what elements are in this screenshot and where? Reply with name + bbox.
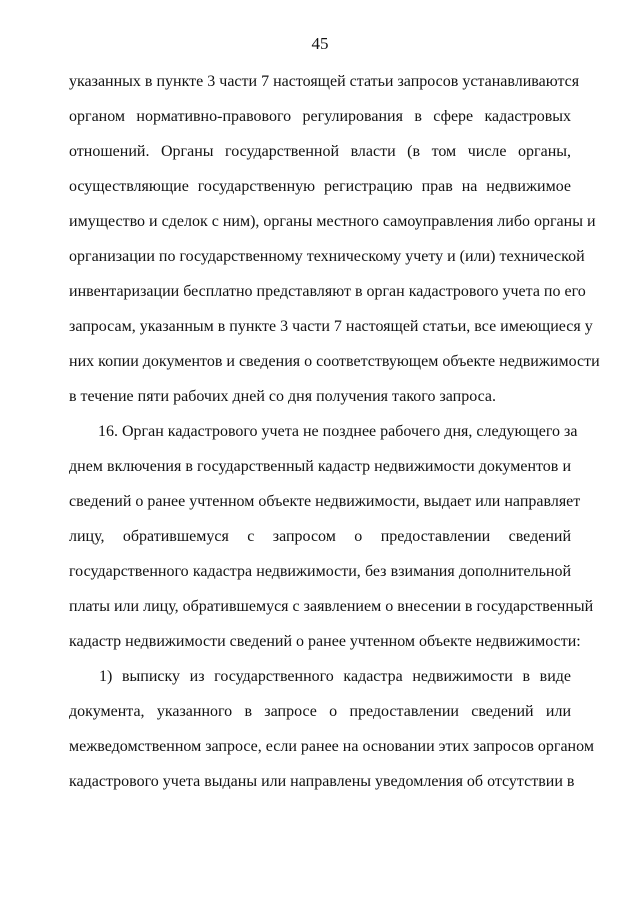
text-line: лицу, обратившемуся с запросом о предоставлении сведений [69, 528, 571, 545]
text-line: запросам, указанным в пункте 3 части 7 настоящей статьи, все имеющиеся у [69, 318, 593, 335]
text-line: сведений о ранее учтенном объекте недвижимости, выдает или направляет [69, 493, 581, 510]
text-line: межведомственном запросе, если ранее на основании этих запросов органом [69, 738, 594, 755]
text-line: них копии документов и сведения о соответствующем объекте недвижимости [69, 353, 600, 370]
text-line: государственного кадастра недвижимости, без взимания дополнительной [69, 563, 571, 580]
text-line: 16. Орган кадастрового учета не позднее рабочего дня, следующего за [98, 423, 578, 440]
document-body [69, 70, 600, 805]
text-line: инвентаризации бесплатно представляют в орган кадастрового учета по его [69, 283, 586, 300]
text-line: отношений. Органы государственной власти (в том числе органы, [69, 143, 571, 160]
paragraph-clause-16 [69, 420, 594, 665]
paragraph-continuation [69, 70, 600, 420]
text-line: имущество и сделок с ним), органы местного самоуправления либо органы и [69, 213, 596, 230]
text-line: указанных в пункте 3 части 7 настоящей статьи запросов устанавливаются [69, 73, 580, 90]
page-number: 45 [311, 34, 329, 53]
text-line: днем включения в государственный кадастр недвижимости документов и [69, 458, 571, 475]
text-line: кадастрового учета выданы или направлены уведомления об отсутствии в [69, 773, 575, 790]
text-line: органом нормативно-правового регулирования в сфере кадастровых [69, 108, 571, 125]
paragraph-item-1 [69, 665, 594, 805]
text-line: кадастр недвижимости сведений о ранее учтенном объекте недвижимости: [69, 633, 581, 650]
text-line: документа, указанного в запросе о предоставлении сведений или [69, 703, 571, 720]
text-line: платы или лицу, обратившемуся с заявлением о внесении в государственный [69, 598, 594, 615]
text-line: 1) выписку из государственного кадастра недвижимости в виде [99, 668, 571, 685]
text-line: организации по государственному техническому учету и (или) технической [69, 248, 585, 265]
text-line: в течение пяти рабочих дней со дня получения такого запроса. [69, 388, 497, 405]
text-line: осуществляющие государственную регистрацию прав на недвижимое [69, 178, 571, 195]
